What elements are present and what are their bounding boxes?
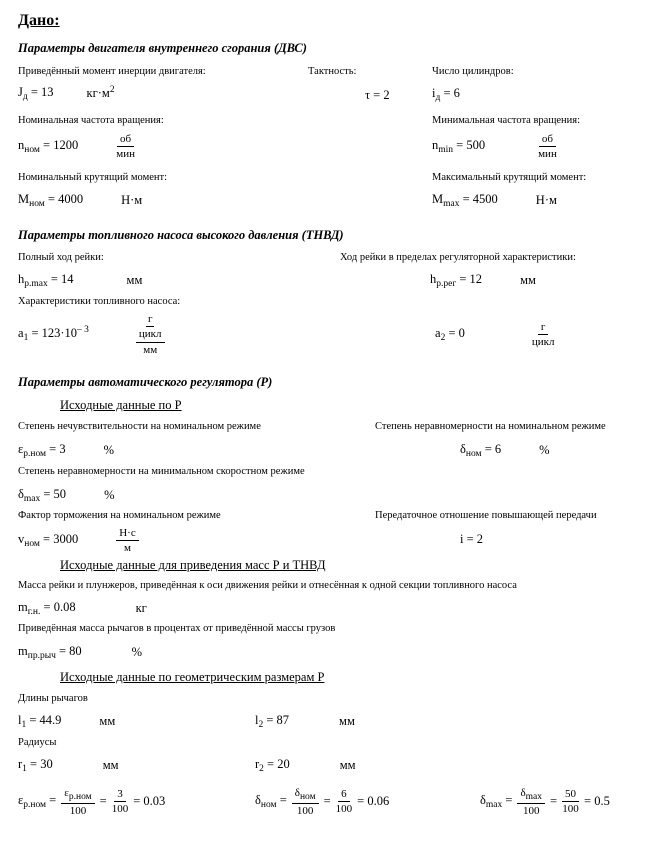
label-maximal-torque: Максимальный крутящий момент: [432, 172, 587, 183]
label-inertia: Приведённый момент инерции двигателя: [18, 66, 206, 77]
equation-a1: $a_1 = 123\cdot 10^{- 3}$ г цикл мм [18, 312, 165, 357]
label-minimal-speed: Минимальная частота вращения: [432, 115, 581, 126]
label-full-stroke: Полный ход рейки: [18, 252, 104, 263]
label-gear-ratio: Передаточное отношение повышающей передачи [375, 510, 597, 521]
equation-r2: $r_2 = 20$ мм [255, 757, 356, 774]
equation-h-max: $h_{p.max} = 14$ мм [18, 272, 143, 289]
equation-delta-nom-derived: $\delta_{ном}$ = $\frac{\delta_{ном}}{100}$ = $\frac{6}{100}$ = 0.06 [255, 787, 390, 817]
label-cylinders: Число цилиндров: [432, 66, 514, 77]
equation-delta-max-derived: $\delta_{max}$ = $\frac{\delta_{max}}{100}$ = $\frac{50}{100}$ = 0.5 [480, 787, 610, 817]
fraction-unit: $\frac{Н\cdot с}{м}$ [116, 526, 139, 556]
label-lever-mass: Приведённая масса рычагов в процентах от приведённой массы грузов [18, 623, 336, 634]
section-heading-engine: Параметры двигателя внутреннего сгорания (ДВС) [18, 41, 307, 55]
label-unevenness-nominal: Степень неравномерности на номинальном режиме [375, 421, 606, 432]
equation-M-nom: $M_{ном} = 4000$ Н·м [18, 192, 143, 209]
equation-eps-nom: $\varepsilon_{р.ном} = 3$ % [18, 442, 115, 459]
equation-r1: $r_1 = 30$ мм [18, 757, 119, 774]
equation-tau: τ = 2 [365, 88, 390, 102]
fraction-unit: $\frac{об}{\text{мин}}$ [538, 133, 557, 161]
equation-n-nom: $n_{ном} = 1200$ $\frac{об}{\text{мин}}$ [18, 133, 135, 161]
section-heading-pump: Параметры топливного насоса высокого давления (ТНВД) [18, 228, 344, 242]
label-braking-factor: Фактор торможения на номинальном режиме [18, 510, 221, 521]
doc-title: Дано: [18, 12, 60, 29]
label-pump-characteristics: Характеристики топливного насоса: [18, 296, 181, 307]
equation-l1: $l_1 = 44.9$ мм [18, 713, 116, 730]
equation-i-cylinders: $i_д = 6$ [432, 86, 460, 103]
subsection-mass-reduction: Исходные данные для приведения масс Р и ТНВД [60, 558, 326, 572]
fraction: $\frac{\delta_{ном}}{100}$ [292, 786, 319, 818]
equation-delta-max: $\delta_{max} = 50$ % [18, 487, 115, 504]
fraction: $\frac{\delta_{max}}{100}$ [517, 786, 545, 818]
equation-M-max: $M_{max} = 4500$ Н·м [432, 192, 557, 209]
equation-m-gn: $m_{г.н.} = 0.08$ кг [18, 600, 147, 617]
equation-n-min: $n_{min} = 500$ $\frac{об}{\text{мин}}$ [432, 133, 557, 161]
equation-l2: $l_2 = 87$ мм [255, 713, 355, 730]
fraction: $\frac{3}{100}$ [111, 788, 129, 816]
label-rail-mass: Масса рейки и плунжеров, приведённая к оси движения рейки и отнесённая к одной секции топливного насоса [18, 580, 517, 591]
equation-v-nom: $v_{ном} = 3000$ $\frac{Н\cdot с}{м}$ [18, 526, 139, 556]
label-unevenness-minimal: Степень неравномерности на минимальном скоростном режиме [18, 466, 305, 477]
subsection-geometry: Исходные данные по геометрическим размерам Р [60, 670, 325, 684]
equation-delta-nom: $\delta_{ном} = 6$ % [460, 442, 550, 459]
fraction-unit: $\frac{г}{\text{цикл}}$ [531, 321, 555, 349]
equation-J: $J_д = 13$ $кг\cdot м^2$ [18, 85, 115, 102]
equation-eps-derived: $\varepsilon_{р.ном}$ = $\frac{\varepsilon_{р.ном}}{100}$ = $\frac{3}{100}$ = 0.03 [18, 787, 166, 817]
label-insensitivity: Степень нечувствительности на номинальном режиме [18, 421, 261, 432]
label-nominal-torque: Номинальный крутящий момент: [18, 172, 168, 183]
equation-a2: $a_2 = 0$ $\frac{г}{\text{цикл}}$ [435, 321, 555, 349]
fraction: $\frac{6}{100}$ [335, 788, 353, 816]
label-reg-stroke: Ход рейки в пределах регуляторной характеристики: [340, 252, 576, 263]
label-nominal-speed: Номинальная частота вращения: [18, 115, 164, 126]
label-tact: Тактность: [308, 66, 357, 77]
fraction: $\frac{50}{100}$ [562, 788, 579, 816]
label-lever-lengths: Длины рычагов [18, 693, 88, 704]
equation-m-lever: $m_{пр.рыч} = 80$ % [18, 644, 143, 661]
subsection-initial-data-R: Исходные данные по Р [60, 398, 182, 412]
fraction: $\frac{\varepsilon_{р.ном}}{100}$ [61, 786, 94, 818]
fraction-unit: г цикл мм [136, 312, 165, 357]
equation-h-reg: $h_{p.рег} = 12$ мм [430, 272, 536, 289]
fraction-unit: $\frac{об}{\text{мин}}$ [116, 133, 135, 161]
section-heading-regulator: Параметры автоматического регулятора (Р) [18, 375, 273, 389]
label-radii: Радиусы [18, 737, 57, 748]
equation-i-ratio: i = 2 [460, 532, 484, 546]
